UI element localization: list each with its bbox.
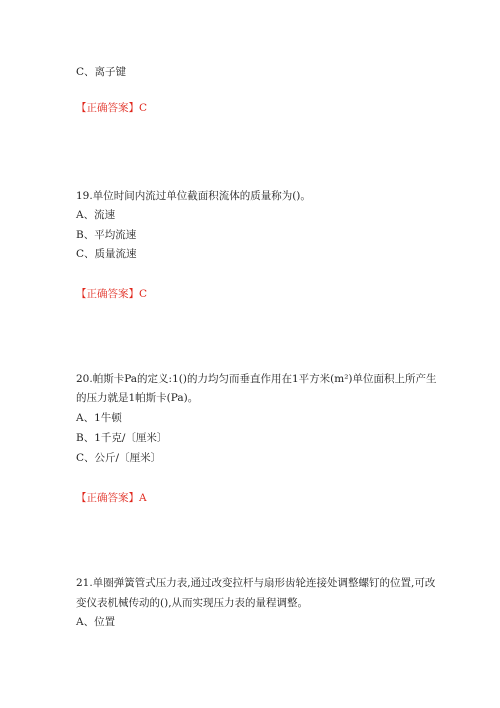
q19-answer: 【正确答案】C xyxy=(76,288,148,300)
q19-option-c: C、质量流速 xyxy=(76,248,137,260)
q19-stem: 19.单位时间内流过单位截面积流体的质量称为()。 xyxy=(76,190,311,202)
q19-option-b: B、平均流速 xyxy=(76,229,137,241)
q20-option-a: A、1牛顿 xyxy=(76,412,122,424)
q20-option-c: C、公斤/〔厘米〕 xyxy=(76,452,162,464)
q20-stem-line2: 的压力就是1帕斯卡(Pa)。 xyxy=(76,392,199,404)
prev-option-c: C、离子键 xyxy=(76,66,127,78)
q20-answer: 【正确答案】A xyxy=(76,492,147,504)
q20-option-b: B、1千克/〔厘米〕 xyxy=(76,432,168,444)
q21-stem-line2: 变仪表机械传动的(),从而实现压力表的量程调整。 xyxy=(76,597,309,609)
q19-option-a: A、流速 xyxy=(76,209,116,221)
q20-stem-line1: 20.帕斯卡Pa的定义:1()的力均匀而垂直作用在1平方米(m²)单位面积上所产生 xyxy=(76,373,437,385)
q21-stem-line1: 21.单圈弹簧管式压力表,通过改变拉杆与扇形齿轮连接处调整螺钉的位置,可改 xyxy=(76,577,436,589)
prev-answer: 【正确答案】C xyxy=(76,102,148,114)
q21-option-a: A、位置 xyxy=(76,616,116,628)
